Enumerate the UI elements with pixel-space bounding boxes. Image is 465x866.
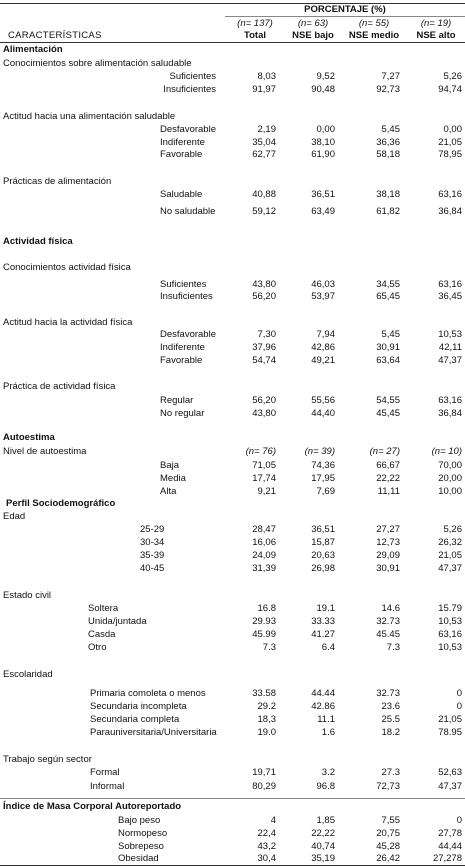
cell: 18,3 <box>257 714 276 725</box>
cell: 10,53 <box>438 642 462 653</box>
cell: 15.79 <box>438 603 462 614</box>
cell: 45.99 <box>252 629 276 640</box>
cell: 16.8 <box>257 603 276 614</box>
group-label: Escolaridad <box>3 669 53 680</box>
cell: 22,22 <box>376 473 400 484</box>
header-sub-rule <box>225 16 465 17</box>
cell: 26,42 <box>376 853 400 864</box>
cell: 59,12 <box>252 206 276 217</box>
cell: 5,26 <box>443 524 462 535</box>
cell: 72,73 <box>376 781 400 792</box>
group-label: Actitud hacia la actividad física <box>3 317 133 328</box>
section-title: Alimentación <box>3 44 63 55</box>
cell: 92,73 <box>376 84 400 95</box>
cell: 36,84 <box>438 206 462 217</box>
cell: 8,03 <box>257 71 276 82</box>
row-label: No saludable <box>160 206 216 217</box>
row-label: Desfavorable <box>160 124 216 135</box>
cell: 33.33 <box>311 616 335 627</box>
cell: 47,37 <box>438 355 462 366</box>
cell: 19,71 <box>252 767 276 778</box>
col-nse-medio: NSE medio <box>348 30 400 41</box>
row-label: Desfavorable <box>160 329 216 340</box>
cell: 1,85 <box>316 815 335 826</box>
cell: 16,06 <box>252 537 276 548</box>
row-label: Suficientes <box>169 71 216 82</box>
cell: 47,37 <box>438 563 462 574</box>
cell: 56,20 <box>252 395 276 406</box>
group-label: Nivel de autoestima <box>3 446 87 457</box>
cell: 40,74 <box>311 841 335 852</box>
cell: 78,95 <box>438 149 462 160</box>
cell: 71,05 <box>252 460 276 471</box>
cell: 94,74 <box>438 84 462 95</box>
group-label: Conocimientos actividad física <box>3 262 131 273</box>
cell: 21,05 <box>438 550 462 561</box>
cell: 7.3 <box>386 642 400 653</box>
cell: 7.3 <box>262 642 276 653</box>
cell: 31,39 <box>252 563 276 574</box>
cell: 7,55 <box>381 815 400 826</box>
cell: 7,94 <box>316 329 335 340</box>
cell: 63,16 <box>438 189 462 200</box>
cell: 19.0 <box>257 727 276 738</box>
row-label: Parauniversitaria/Universitaria <box>90 727 217 738</box>
cell: 33.58 <box>252 688 276 699</box>
cell: 24,09 <box>252 550 276 561</box>
cell: 27,78 <box>438 828 462 839</box>
cell: 36,45 <box>438 291 462 302</box>
cell: 34,55 <box>376 279 400 290</box>
cell: 42,86 <box>311 342 335 353</box>
row-label: Sobrepeso <box>118 841 164 852</box>
cell: 0,00 <box>316 124 335 135</box>
col-n-alto: (n= 19) <box>420 18 452 29</box>
cell: 29.2 <box>257 701 276 712</box>
section-title: Índice de Masa Corporal Autoreportado <box>3 801 182 812</box>
col-n-medio: (n= 55) <box>358 18 390 29</box>
row-label: Favorable <box>160 149 203 160</box>
cell: 29,09 <box>376 550 400 561</box>
cell: 74,36 <box>311 460 335 471</box>
cell: 56,20 <box>252 291 276 302</box>
cell: 66,67 <box>376 460 400 471</box>
cell: 22,4 <box>257 828 276 839</box>
row-label: No regular <box>160 408 205 419</box>
cell: 43,80 <box>252 279 276 290</box>
cell: 61,90 <box>311 149 335 160</box>
cell: 5,45 <box>381 329 400 340</box>
cell: 21,05 <box>438 714 462 725</box>
cell: 46,03 <box>311 279 335 290</box>
cell: 20,63 <box>311 550 335 561</box>
cell: 25.5 <box>381 714 400 725</box>
cell: 0,00 <box>443 124 462 135</box>
cell: 35,19 <box>311 853 335 864</box>
cell: 32.73 <box>376 616 400 627</box>
row-label: Insuficientes <box>160 291 213 302</box>
cell: 5,45 <box>381 124 400 135</box>
cell: 63,16 <box>438 395 462 406</box>
cell: 11.1 <box>317 714 335 725</box>
cell: 63,49 <box>311 206 335 217</box>
row-label: Secundaria incompleta <box>90 701 187 712</box>
cell: 17,95 <box>311 473 335 484</box>
cell: 22,22 <box>311 828 335 839</box>
cell: 44,40 <box>311 408 335 419</box>
cell: 0 <box>456 815 462 826</box>
cell: 27,27 <box>376 524 400 535</box>
row-label: Insuficientes <box>163 84 216 95</box>
section-title: Autoestima <box>3 432 55 443</box>
cell: 11,11 <box>377 486 400 497</box>
cell: 38,10 <box>311 137 335 148</box>
cell: 80,29 <box>252 781 276 792</box>
n-cell: (n= 10) <box>431 446 462 457</box>
cell: 20,00 <box>438 473 462 484</box>
n-cell: (n= 39) <box>304 446 335 457</box>
col-total: Total <box>244 30 266 41</box>
cell: 40,88 <box>252 189 276 200</box>
cell: 0 <box>456 701 462 712</box>
cell: 7,69 <box>316 486 335 497</box>
row-label: Indiferente <box>160 137 205 148</box>
cell: 26,98 <box>311 563 335 574</box>
cell: 10,00 <box>438 486 462 497</box>
cell: 63,16 <box>438 279 462 290</box>
cell: 47,37 <box>438 781 462 792</box>
cell: 14.6 <box>381 603 400 614</box>
cell: 12,73 <box>376 537 400 548</box>
cell: 15,87 <box>311 537 335 548</box>
cell: 42.86 <box>311 701 335 712</box>
cell: 4 <box>270 815 276 826</box>
cell: 18.2 <box>381 727 400 738</box>
group-label: Trabajo según sector <box>3 754 92 765</box>
cell: 10,53 <box>438 616 462 627</box>
col-n-bajo: (n= 63) <box>297 18 329 29</box>
row-label: Suficientes <box>160 279 207 290</box>
cell: 5,26 <box>443 71 462 82</box>
cell: 29.93 <box>252 616 276 627</box>
cell: 43,2 <box>257 841 276 852</box>
row-label: Unida/juntada <box>88 616 147 627</box>
cell: 3.2 <box>321 767 335 778</box>
row-label: 40-45 <box>140 563 165 574</box>
row-label: Baja <box>160 460 180 471</box>
cell: 28,47 <box>252 524 276 535</box>
cell: 62,77 <box>252 149 276 160</box>
col-nse-alto: NSE alto <box>416 30 456 41</box>
row-label: Informal <box>90 781 125 792</box>
cell: 1.6 <box>321 727 335 738</box>
cell: 45,45 <box>376 408 400 419</box>
group-label: Actitud hacia una alimentación saludable <box>3 111 176 122</box>
cell: 32.73 <box>376 688 400 699</box>
cell: 96.8 <box>316 781 335 792</box>
cell: 44.44 <box>311 688 335 699</box>
cell: 37,96 <box>252 342 276 353</box>
row-label: 30-34 <box>140 537 165 548</box>
cell: 10,53 <box>438 329 462 340</box>
cell: 54,55 <box>376 395 400 406</box>
cell: 9,21 <box>257 486 276 497</box>
row-label: Bajo peso <box>118 815 161 826</box>
header-bottom-rule <box>0 42 465 43</box>
cell: 49,21 <box>311 355 335 366</box>
row-label: Favorable <box>160 355 203 366</box>
cell: 43,80 <box>252 408 276 419</box>
cell: 6.4 <box>321 642 335 653</box>
row-label: 35-39 <box>140 550 165 561</box>
cell: 23.6 <box>381 701 400 712</box>
section-title: Perfil Sociodemográfico <box>6 498 116 509</box>
cell: 52,63 <box>438 767 462 778</box>
row-label: Alta <box>160 486 177 497</box>
cell: 17,74 <box>252 473 276 484</box>
cell: 30,4 <box>257 853 276 864</box>
cell: 2,19 <box>257 124 276 135</box>
row-label: Primaria comoleta o menos <box>90 688 206 699</box>
cell: 90,48 <box>311 84 335 95</box>
cell: 45.45 <box>376 629 400 640</box>
n-cell: (n= 27) <box>369 446 400 457</box>
cell: 7,27 <box>381 71 400 82</box>
group-label: Práctica de actividad física <box>3 381 116 392</box>
group-label: Conocimientos sobre alimentación saludable <box>3 58 192 69</box>
cell: 9,52 <box>316 71 335 82</box>
porcentaje-header: PORCENTAJE (%) <box>304 4 386 15</box>
cell: 63,16 <box>438 629 462 640</box>
row-label: Formal <box>90 767 120 778</box>
cell: 41.27 <box>311 629 335 640</box>
cell: 36,51 <box>311 189 335 200</box>
row-label: Normopeso <box>118 828 168 839</box>
cell: 63,64 <box>376 355 400 366</box>
row-label: Otro <box>88 642 107 653</box>
cell: 44,44 <box>438 841 462 852</box>
cell: 45,28 <box>376 841 400 852</box>
cell: 27,278 <box>432 853 462 864</box>
group-label: Estado civil <box>3 590 52 601</box>
n-cell: (n= 76) <box>245 446 276 457</box>
row-label: Indiferente <box>160 342 205 353</box>
cell: 55,56 <box>311 395 335 406</box>
cell: 36,36 <box>376 137 400 148</box>
row-label: Soltera <box>88 603 119 614</box>
cell: 0 <box>456 688 462 699</box>
cell: 35,04 <box>252 137 276 148</box>
cell: 36,84 <box>438 408 462 419</box>
row-label: Regular <box>160 395 194 406</box>
col-nse-bajo: NSE bajo <box>292 30 334 41</box>
cell: 27.3 <box>381 767 400 778</box>
cell: 61,82 <box>376 206 400 217</box>
section-title: Actividad física <box>3 236 73 247</box>
group-label: Edad <box>3 511 26 522</box>
cell: 21,05 <box>438 137 462 148</box>
cell: 30,91 <box>376 563 400 574</box>
row-label: Casda <box>88 629 116 640</box>
cell: 54,74 <box>252 355 276 366</box>
row-label: Saludable <box>160 189 203 200</box>
cell: 26,32 <box>438 537 462 548</box>
cell: 65,45 <box>376 291 400 302</box>
row-label: Obesidad <box>118 853 159 864</box>
cell: 42,11 <box>438 342 462 353</box>
row-label: 25-29 <box>140 524 165 535</box>
group-label: Prácticas de alimentación <box>3 176 112 187</box>
imc-top-rule <box>0 798 465 799</box>
row-label: Media <box>160 473 186 484</box>
col-n-total: (n= 137) <box>237 18 273 29</box>
cell: 38,18 <box>376 189 400 200</box>
cell: 58,18 <box>376 149 400 160</box>
cell: 53,97 <box>311 291 335 302</box>
cell: 91,97 <box>252 84 276 95</box>
cell: 36,51 <box>311 524 335 535</box>
cell: 19.1 <box>316 603 335 614</box>
row-label: Secundaria completa <box>90 714 180 725</box>
cell: 20,75 <box>376 828 400 839</box>
cell: 30,91 <box>376 342 400 353</box>
cell: 7,30 <box>257 329 276 340</box>
cell: 70,00 <box>438 460 462 471</box>
caracteristicas-header: CARACTERÍSTICAS <box>8 30 102 41</box>
cell: 78.95 <box>438 727 462 738</box>
